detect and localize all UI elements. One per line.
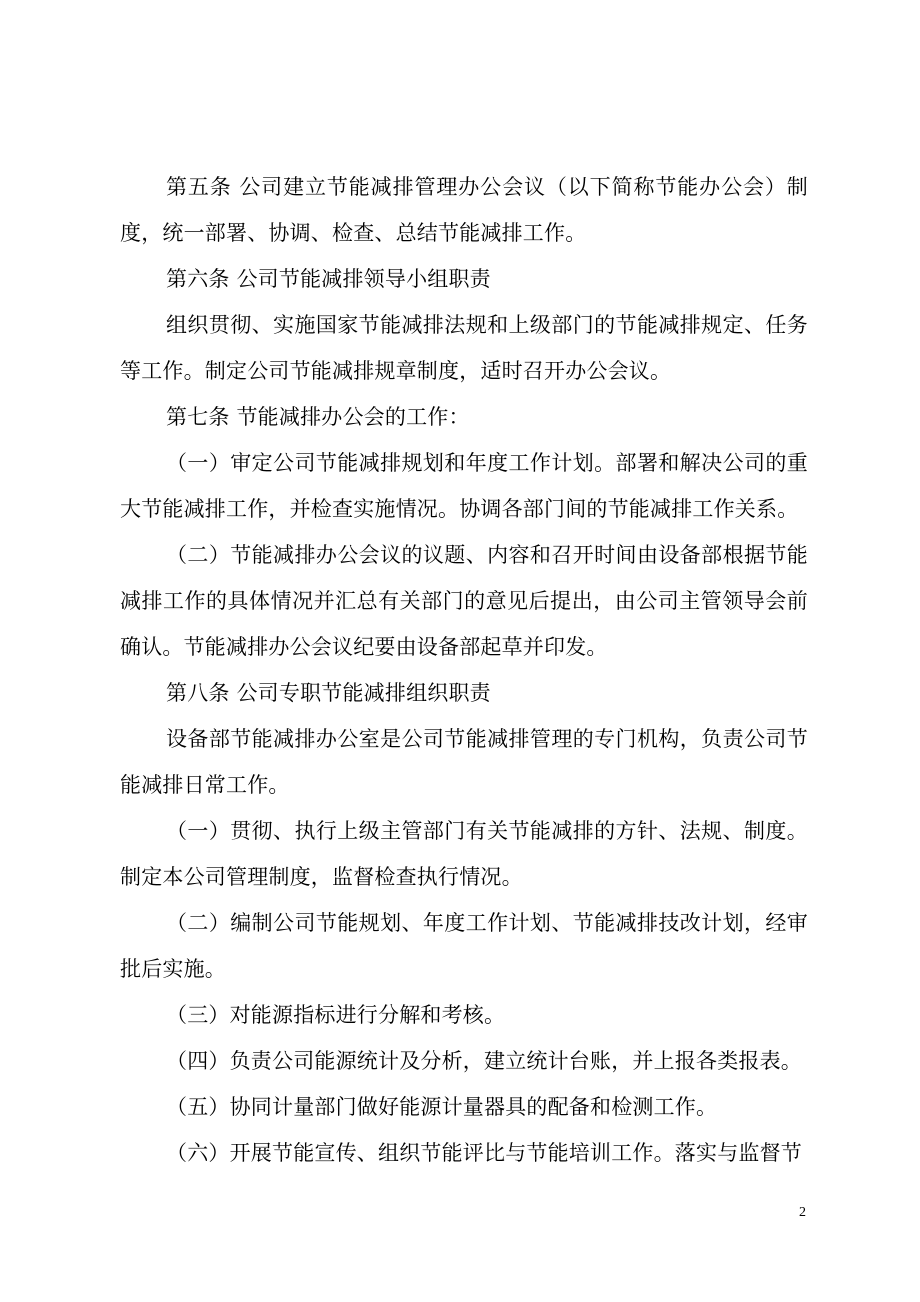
paragraph-article-7-item-1: （一）审定公司节能减排规划和年度工作计划。部署和解决公司的重大节能减排工作，并检查实施情况。协调各部门间的节能减排工作关系。 — [120, 451, 808, 521]
paragraph-article-8-item-1: （一）贯彻、执行上级主管部门有关节能减排的方针、法规、制度。制定本公司管理制度，监督检查执行情况。 — [120, 819, 808, 889]
paragraph-article-8-item-3: （三）对能源指标进行分解和考核。 — [166, 1003, 506, 1027]
paragraph-article-8-body: 设备部节能减排办公室是公司节能减排管理的专门机构，负责公司节能减排日常工作。 — [120, 727, 808, 797]
paragraph-article-7-item-2: （二）节能减排办公会议的议题、内容和召开时间由设备部根据节能减排工作的具体情况并汇总有关部门的意见后提出，由公司主管领导会前确认。节能减排办公会议纪要由设备部起草并印发。 — [120, 543, 808, 659]
paragraph-article-7-heading: 第七条 节能减排办公会的工作： — [166, 405, 470, 429]
page-number: 2 — [799, 1205, 806, 1220]
paragraph-article-8-heading: 第八条 公司专职节能减排组织职责 — [166, 681, 491, 705]
paragraph-article-8-item-2: （二）编制公司节能规划、年度工作计划、节能减排技改计划，经审批后实施。 — [120, 911, 808, 981]
paragraph-article-8-item-5: （五）协同计量部门做好能源计量器具的配备和检测工作。 — [166, 1095, 718, 1119]
document-body — [120, 164, 808, 1176]
paragraph-article-5: 第五条 公司建立节能减排管理办公会议（以下简称节能办公会）制度，统一部署、协调、检查、总结节能减排工作。 — [120, 175, 808, 245]
paragraph-article-6-heading: 第六条 公司节能减排领导小组职责 — [166, 267, 491, 291]
paragraph-article-6-body: 组织贯彻、实施国家节能减排法规和上级部门的节能减排规定、任务等工作。制定公司节能减排规章制度，适时召开办公会议。 — [120, 313, 808, 383]
paragraph-article-8-item-4: （四）负责公司能源统计及分析，建立统计台账，并上报各类报表。 — [166, 1049, 802, 1073]
paragraph-article-8-item-6: （六）开展节能宣传、组织节能评比与节能培训工作。落实与监督节 — [166, 1141, 802, 1165]
